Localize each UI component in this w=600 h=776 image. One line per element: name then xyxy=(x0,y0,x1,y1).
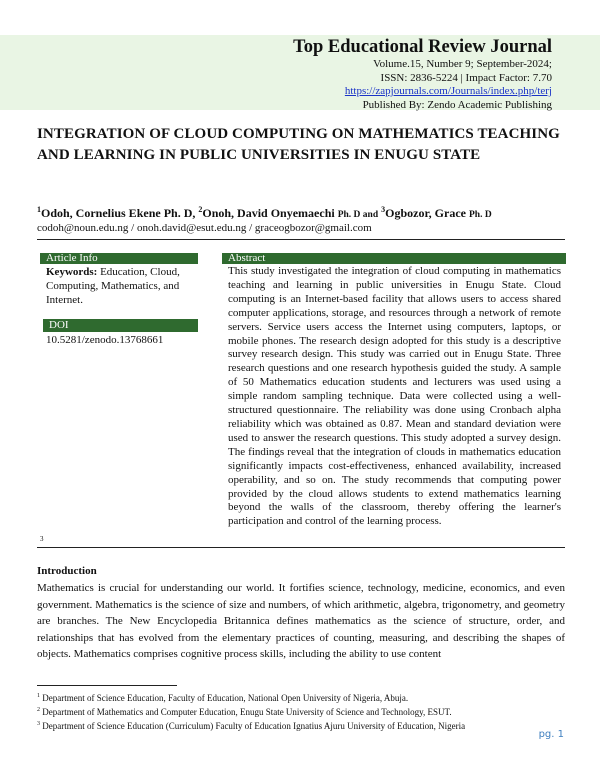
abstract-heading: Abstract xyxy=(222,253,566,264)
author-2-sup: 2 xyxy=(198,205,203,214)
keywords-label: Keywords: xyxy=(46,266,98,278)
divider-top xyxy=(37,239,565,240)
author-1-sup: 1 xyxy=(37,205,41,214)
keywords-value: Education, Cloud, Computing, Mathematics, and Internet. xyxy=(46,266,180,306)
divider-bottom xyxy=(37,547,565,548)
footnote-item xyxy=(37,718,465,732)
author-2-name: Onoh, David Onyemaechi xyxy=(202,206,335,220)
article-info-heading: Article Info xyxy=(40,253,198,264)
footnotes xyxy=(37,690,465,732)
keywords-block xyxy=(46,265,196,307)
author-1-name: Odoh, Cornelius Ekene Ph. D, xyxy=(41,206,196,220)
footnote-item xyxy=(37,690,465,704)
journal-issn: ISSN: 2836-5224 | Impact Factor: 7.70 xyxy=(380,71,552,84)
journal-header xyxy=(293,37,552,112)
introduction-heading: Introduction xyxy=(37,565,97,577)
journal-url-link[interactable]: https://zapjournals.com/Journals/index.php/terj xyxy=(344,85,552,97)
page-number: pg. 1 xyxy=(538,729,564,740)
author-2-suffix: Ph. D and xyxy=(337,210,379,220)
journal-publisher: Published By: Zendo Academic Publishing xyxy=(362,98,552,111)
footnote-divider xyxy=(37,685,177,686)
abstract-text: This study investigated the integration of cloud computing in mathematics teaching and learning in public universities in Enugu State. Cloud computing is an Internet-based facility that allows users to access shared computer applications, storage, and resources through a network of remote servers. Service users access the Internet using computers, laptops, or mobile phones. The research design adopted for this study is a descriptive survey research design. This study was carried out in Enugu State. Three research questions and one research hypothesis guided the study. A sample of 50 Mathematics education students and lecturers was used using a simple random sampling technique. Data were collected using a well-structured questionnaire. The reliability was done using Cronbach alpha reliability which was obtained as 0.87. Mean and standard deviation were used to answer the research questions. This study adopted a survey design. The findings reveal that the integration of clouds in mathematics education significantly impacts cost-effectiveness, enhanced availability, increased operability, and so on. The study recommends that computing power provided by the cloud allows students to extend mathematics learning beyond the walls of the classroom, thereby offering the learner's participation and control of the learning process. xyxy=(228,265,561,528)
footnote-item xyxy=(37,704,465,718)
footnote-2-text: Department of Mathematics and Computer Education, Enugu State University of Science and Technology, ESUT. xyxy=(42,707,452,717)
footnote-3-sup: 3 xyxy=(37,721,40,727)
introduction-text: Mathematics is crucial for understanding our world. It fortifies science, technology, medicine, economics, and even government. Mathematics is the science of size and numbers, of which arithmetic, algebra, trigonometry, and geometry are branches. The New Encyclopedia Britannica defines mathematics as the science of structure, order, and relationships that has evolved from the elementary practices of counting, measuring, and describing the shapes of objects. Mathematics comprises cognitive process skills, including the ability to use content xyxy=(37,582,565,660)
article-title: INTEGRATION OF CLOUD COMPUTING ON MATHEMATICS TEACHING AND LEARNING IN PUBLIC UNIVERSITIES IN ENUGU STATE xyxy=(37,126,560,163)
footnote-3-text: Department of Science Education (Curriculum) Faculty of Education Ignatius Ajuru University of Education, Nigeria xyxy=(42,721,466,731)
doi-heading: DOI xyxy=(43,319,198,332)
author-3-sup: 3 xyxy=(381,205,386,214)
footnote-1-text: Department of Science Education, Faculty of Education, National Open University of Nigeria, Abuja. xyxy=(42,693,409,703)
journal-volume: Volume.15, Number 9; September-2024; xyxy=(373,58,552,70)
author-3-suffix: Ph. D xyxy=(468,210,492,220)
footnote-2-sup: 2 xyxy=(37,707,40,713)
author-emails: codoh@noun.edu.ng / onoh.david@esut.edu.ng / graceogbozor@gmail.com xyxy=(37,222,372,234)
page-mark: 3 xyxy=(40,535,44,543)
doi-value: 10.5281/zenodo.13768661 xyxy=(46,334,164,346)
journal-title: Top Educational Review Journal xyxy=(293,37,552,57)
footnote-1-sup: 1 xyxy=(37,693,40,699)
author-3-name: Ogbozor, Grace xyxy=(385,206,466,220)
author-line xyxy=(37,205,492,221)
